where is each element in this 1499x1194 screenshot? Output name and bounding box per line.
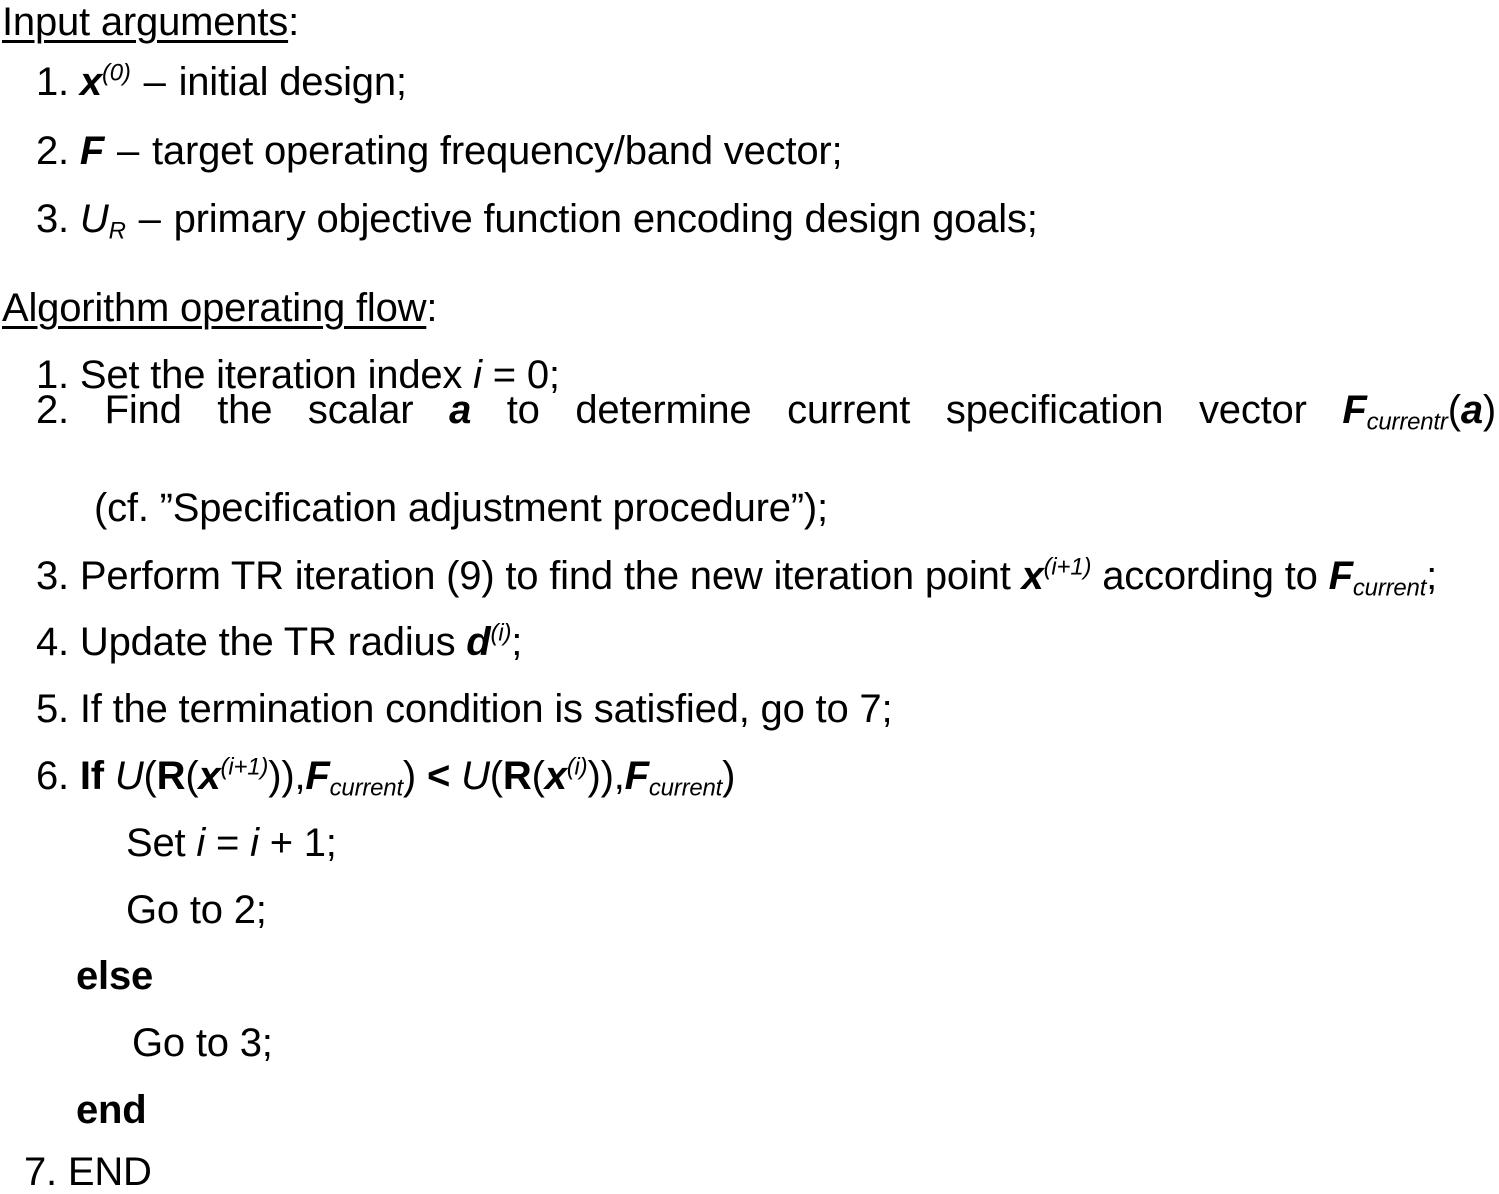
symbol-i: i bbox=[196, 821, 206, 865]
flow-item-6-condition-left bbox=[114, 753, 417, 802]
keyword-end: end bbox=[76, 1088, 147, 1132]
flow-item-3-symbol-fcurrent bbox=[1328, 554, 1427, 602]
comma: , bbox=[294, 754, 306, 798]
flow-item-7-text: END bbox=[67, 1150, 152, 1194]
double-paren-close: )) bbox=[587, 754, 614, 798]
symbol-x: x bbox=[198, 754, 221, 798]
flow-item-4-semicolon: ; bbox=[511, 620, 523, 664]
paren-close: ) bbox=[722, 754, 736, 798]
paren-open: ( bbox=[143, 754, 157, 798]
flow-item-3-number: 3. bbox=[36, 554, 69, 598]
symbol-F: F bbox=[305, 754, 330, 798]
symbol-a: a bbox=[449, 388, 472, 432]
flow-item-1-equals-zero: = 0; bbox=[492, 353, 560, 397]
superscript-i: (i) bbox=[490, 619, 512, 647]
flow-item-2-continuation bbox=[94, 488, 828, 528]
flow-item-5 bbox=[36, 689, 892, 729]
flow-item-4-text: Update the TR radius bbox=[79, 620, 456, 664]
input-item-3-number: 3. bbox=[36, 197, 69, 241]
flow-item-5-text: If the termination condition is satisfied, go to 7; bbox=[79, 687, 893, 731]
flow-item-1-number: 1. bbox=[36, 353, 69, 397]
input-item-3-dash: – bbox=[138, 197, 161, 241]
symbol-U: U bbox=[114, 754, 144, 798]
subscript-R: R bbox=[108, 217, 126, 245]
flow-item-7 bbox=[24, 1152, 152, 1192]
flow-item-2-word-specification: specification bbox=[945, 388, 1164, 432]
flow-item-2-continuation-text: (cf. ”Specification adjustment procedure”); bbox=[94, 486, 828, 530]
flow-item-5-number: 5. bbox=[36, 687, 69, 731]
flow-item-2-number: 2. bbox=[36, 388, 69, 432]
input-item-2-text: target operating frequency/band vector; bbox=[152, 129, 843, 173]
flow-item-2-word-scalar: scalar bbox=[307, 388, 414, 432]
flow-item-3-text: Perform TR iteration (9) to find the new iteration point bbox=[79, 554, 1011, 598]
input-item-3-symbol bbox=[79, 197, 126, 245]
input-item-1-text: initial design; bbox=[178, 60, 407, 104]
flow-block-go-to-3 bbox=[132, 1023, 273, 1063]
input-arguments-heading-label: Input arguments bbox=[2, 0, 289, 44]
flow-item-4-symbol-d bbox=[466, 620, 511, 664]
flow-block-end bbox=[76, 1090, 147, 1130]
flow-item-2-word-the: the bbox=[217, 388, 273, 432]
symbol-x: x bbox=[1021, 554, 1044, 598]
subscript-current: current bbox=[1352, 574, 1427, 602]
flow-item-3-according-to: according to bbox=[1102, 554, 1318, 598]
input-item-3 bbox=[36, 197, 1038, 245]
symbol-d: d bbox=[466, 620, 491, 664]
go-to-2-text: Go to 2; bbox=[126, 888, 267, 932]
paren-close: ) bbox=[402, 754, 417, 798]
double-paren-close: )) bbox=[268, 754, 295, 798]
subscript-current: current bbox=[329, 774, 403, 802]
keyword-else: else bbox=[76, 954, 154, 998]
paren-open: ( bbox=[489, 754, 503, 798]
symbol-a: a bbox=[1460, 388, 1483, 432]
flow-block-go-to-2 bbox=[126, 890, 267, 930]
symbol-U: U bbox=[461, 754, 490, 798]
subscript-currentr: currentr bbox=[1366, 408, 1448, 436]
flow-item-4 bbox=[36, 619, 523, 664]
keyword-if: If bbox=[79, 754, 104, 798]
flow-item-2-word-current: current bbox=[787, 388, 911, 432]
flow-item-3-semicolon: ; bbox=[1426, 554, 1438, 598]
superscript-i-plus-1: (i+1) bbox=[1043, 553, 1092, 581]
flow-item-1-text: Set the iteration index bbox=[79, 353, 463, 397]
symbol-R: R bbox=[502, 754, 532, 798]
flow-item-6-number: 6. bbox=[36, 754, 69, 798]
algorithm-flow-heading-colon: : bbox=[426, 286, 438, 330]
plus-one: + 1; bbox=[269, 821, 337, 865]
input-arguments-heading-colon: : bbox=[288, 0, 299, 44]
subscript-current: current bbox=[648, 774, 723, 802]
flow-item-2-word-find: Find bbox=[104, 388, 182, 432]
symbol-F: F bbox=[79, 129, 105, 173]
flow-item-2 bbox=[36, 388, 1496, 436]
flow-item-2-word-vector: vector bbox=[1198, 388, 1307, 432]
flow-item-4-number: 4. bbox=[36, 620, 69, 664]
equals-sign: = bbox=[215, 821, 240, 865]
input-item-3-text: primary objective function encoding design goals; bbox=[173, 197, 1038, 241]
flow-item-7-number: 7. bbox=[24, 1150, 57, 1194]
flow-item-6-condition-right bbox=[461, 753, 736, 802]
flow-item-3-symbol-x bbox=[1022, 554, 1092, 598]
symbol-x: x bbox=[79, 60, 102, 104]
superscript-i: (i) bbox=[566, 753, 588, 781]
symbol-U: U bbox=[79, 197, 109, 241]
go-to-3-text: Go to 3; bbox=[132, 1021, 273, 1065]
flow-item-2-symbol-fcurrentr bbox=[1342, 388, 1496, 436]
input-item-2-dash: – bbox=[117, 129, 140, 173]
superscript-0: (0) bbox=[101, 59, 131, 87]
input-arguments-heading bbox=[2, 2, 299, 42]
paren-open: ( bbox=[185, 754, 199, 798]
symbol-F: F bbox=[1342, 388, 1367, 432]
comma: , bbox=[613, 754, 625, 798]
input-item-1-symbol bbox=[80, 60, 131, 104]
paren-open: ( bbox=[1447, 388, 1461, 432]
algorithm-flow-heading-label: Algorithm operating flow bbox=[2, 286, 427, 330]
flow-item-3 bbox=[36, 553, 1438, 602]
paren-close: ) bbox=[1482, 388, 1496, 432]
less-than-operator: < bbox=[426, 754, 451, 798]
paren-open: ( bbox=[531, 754, 545, 798]
set-word: Set bbox=[126, 821, 186, 865]
flow-item-2-word-determine: determine bbox=[575, 388, 752, 432]
symbol-F: F bbox=[624, 754, 649, 798]
flow-block-else bbox=[76, 956, 153, 996]
input-item-1 bbox=[36, 59, 407, 104]
symbol-i: i bbox=[473, 353, 482, 397]
flow-item-2-word-to: to bbox=[506, 388, 540, 432]
input-item-1-dash: – bbox=[143, 60, 166, 104]
input-item-2-number: 2. bbox=[36, 129, 69, 173]
input-item-2 bbox=[36, 131, 842, 171]
input-item-1-number: 1. bbox=[36, 60, 69, 104]
symbol-x: x bbox=[544, 754, 567, 798]
symbol-F: F bbox=[1328, 554, 1353, 598]
flow-block-set-i bbox=[126, 823, 337, 863]
flow-item-2-justified-line bbox=[36, 388, 1496, 436]
algorithm-flow-heading bbox=[2, 288, 437, 328]
symbol-R: R bbox=[156, 754, 186, 798]
flow-item-6 bbox=[36, 753, 736, 802]
symbol-i: i bbox=[250, 821, 259, 865]
superscript-i-plus-1: (i+1) bbox=[220, 753, 269, 781]
